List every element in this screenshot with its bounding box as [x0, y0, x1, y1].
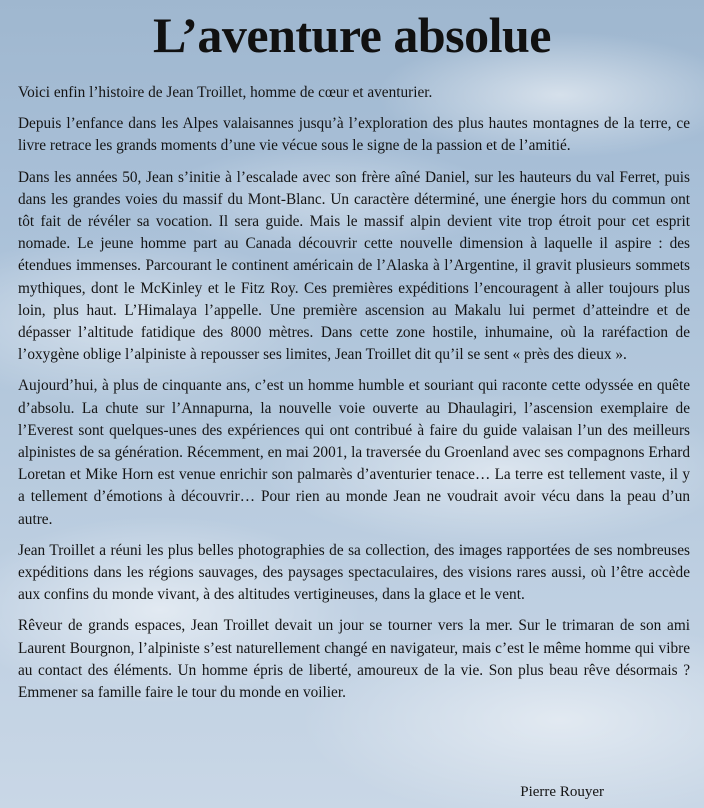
paragraph-childhood: Depuis l’enfance dans les Alpes valaisannes jusqu’à l’exploration des plus hautes montagnes de la terre, ce livre retrace les grands moments d’une vie vécue sous le signe de la passion et de l’amitié.	[18, 115, 690, 155]
paragraph-sea: Rêveur de grands espaces, Jean Troillet devait un jour se tourner vers la mer. Sur le trimaran de son ami Laurent Bourgnon, l’alpiniste s’est naturellement changé en navigateur, mais c’est le même homme qui vibre au contact des éléments. Un homme épris de liberté, amoureux de la vie. Son plus beau rêve désormais ? Emmener sa famille faire le tour du monde en voilier.	[18, 617, 690, 702]
paragraph-early-climbing: Dans les années 50, Jean s’initie à l’escalade avec son frère aîné Daniel, sur les hauteurs du val Ferret, puis dans les grandes voies du massif du Mont-Blanc. Un caractère déterminé, une énergie hors du commun ont tôt fait de révéler sa vocation. Il sera guide. Mais le massif alpin devient vite trop étroit pour cet esprit nomade. Le jeune homme part au Canada découvrir cette nouvelle dimension à laquelle il aspire : des étendues immenses. Parcourant le continent américain de l’Alaska à l’Argentine, il gravit plusieurs sommets mythiques, dont le McKinley et le Fitz Roy. Ces premières expéditions l’encouragent à aller toujours plus loin, plus haut. L’Himalaya l’appelle. Une première ascension au Makalu lui permet d’atteindre et de dépasser l’altitude fatidique des 8000 mètres. Dans cette zone hostile, inhumaine, où la raréfaction de l’oxygène oblige l’alpiniste à repousser ses limites, Jean Troillet dit qu’il se sent « près des dieux ».	[18, 168, 690, 364]
author-signature: Pierre Rouyer	[520, 784, 604, 800]
paragraph-today: Aujourd’hui, à plus de cinquante ans, c’est un homme humble et souriant qui raconte cette odyssée en quête d’absolu. La chute sur l’Annapurna, la nouvelle voie ouverte au Dhaulagiri, l’ascension exemplaire de l’Everest sont quelques-unes des expériences qui ont contribué à faire du guide valaisan l’un des meilleurs alpinistes de sa génération. Récemment, en mai 2001, la traversée du Groenland avec ses compagnons Erhard Loretan et Mike Horn est venue enrichir son palmarès d’aventurier tenace… La terre est tellement vaste, il y a tellement d’émotions à découvrir… Pour rien au monde Jean ne voudrait avoir vécu dans la peau d’un autre.	[18, 377, 690, 528]
body-text	[18, 82, 690, 713]
paragraph-intro: Voici enfin l’histoire de Jean Troillet, homme de cœur et aventurier.	[18, 84, 433, 101]
page-title: L’aventure absolue	[152, 7, 551, 63]
paragraph-photographs: Jean Troillet a réuni les plus belles photographies de sa collection, des images rapportées de ses nombreuses expéditions dans les régions sauvages, des paysages spectaculaires, des visions rares aussi, où l’être accède aux confins du monde vivant, à des altitudes vertigineuses, dans la glace et le vent.	[18, 541, 690, 604]
